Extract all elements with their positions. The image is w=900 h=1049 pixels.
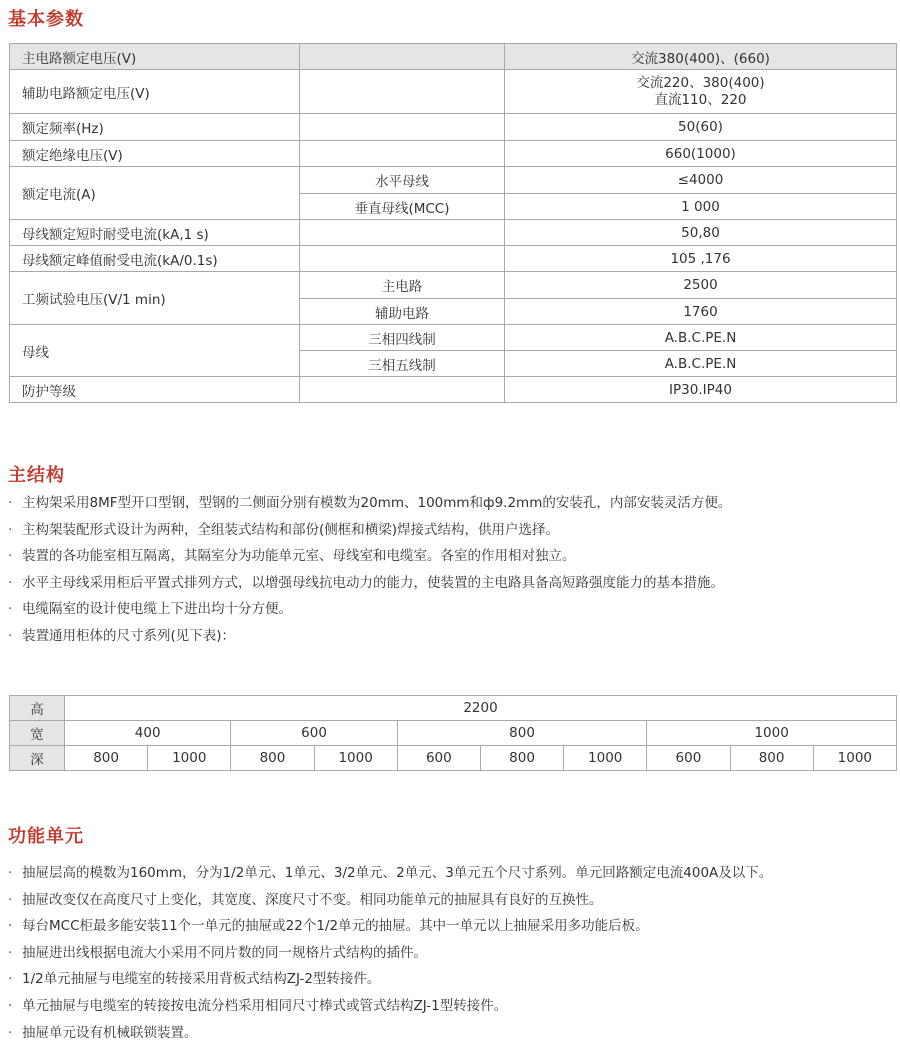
dim-value: 800 bbox=[480, 746, 563, 771]
param-sub bbox=[300, 141, 505, 167]
section-title-function-units: 功能单元 bbox=[8, 826, 84, 847]
dim-value: 1000 bbox=[314, 746, 397, 771]
param-value: 1 000 bbox=[505, 194, 897, 220]
list-item bbox=[8, 543, 731, 570]
bullet: · bbox=[8, 495, 13, 511]
list-item bbox=[8, 570, 731, 597]
table-row bbox=[10, 70, 897, 114]
list-item bbox=[8, 596, 731, 623]
param-name: 母线额定峰值耐受电流(kA/0.1s) bbox=[10, 246, 300, 272]
table-row bbox=[10, 44, 897, 70]
param-name: 辅助电路额定电压(V) bbox=[10, 70, 300, 114]
param-value bbox=[505, 70, 897, 114]
param-sub: 辅助电路 bbox=[300, 299, 505, 325]
bullet: · bbox=[8, 521, 13, 538]
list-item bbox=[8, 1020, 772, 1047]
param-name: 防护等级 bbox=[10, 377, 300, 403]
bullet: · bbox=[8, 944, 13, 961]
param-value: 50(60) bbox=[505, 114, 897, 141]
table-row bbox=[10, 220, 897, 246]
dim-value: 800 bbox=[397, 721, 647, 746]
param-value: A.B.C.PE.N bbox=[505, 325, 897, 351]
param-sub: 主电路 bbox=[300, 272, 505, 299]
list-item bbox=[8, 623, 731, 650]
dim-value: 800 bbox=[231, 746, 314, 771]
table-row bbox=[10, 325, 897, 351]
table-row bbox=[10, 746, 897, 771]
bullet: · bbox=[8, 548, 13, 565]
list-item-text: 电缆隔室的设计使电缆上下进出均十分方便。 bbox=[22, 601, 292, 618]
param-sub bbox=[300, 44, 505, 70]
param-name: 母线额定短时耐受电流(kA,1 s) bbox=[10, 220, 300, 246]
param-name: 母线 bbox=[10, 325, 300, 377]
list-item-text: 水平主母线采用柜后平置式排列方式，以增强母线抗电动力的能力，使装置的主电路具备高短路强度能力的基本措施。 bbox=[22, 574, 724, 591]
param-sub bbox=[300, 114, 505, 141]
list-item bbox=[8, 940, 772, 967]
param-name: 额定频率(Hz) bbox=[10, 114, 300, 141]
param-sub: 水平母线 bbox=[300, 167, 505, 194]
list-item-text: 抽屉改变仅在高度尺寸上变化，其宽度、深度尺寸不变。相同功能单元的抽屉具有良好的互换性。 bbox=[22, 891, 603, 908]
param-value: 660(1000) bbox=[505, 141, 897, 167]
param-value: ≤4000 bbox=[505, 167, 897, 194]
list-item-text: 抽屉进出线根据电流大小采用不同片数的同一规格片式结构的插件。 bbox=[22, 944, 427, 961]
bullet: · bbox=[8, 601, 13, 618]
param-value: 50,80 bbox=[505, 220, 897, 246]
param-value: A.B.C.PE.N bbox=[505, 351, 897, 377]
param-value-line: 直流110、220 bbox=[654, 91, 747, 108]
cabinet-dimensions-table bbox=[9, 695, 897, 771]
dim-label: 宽 bbox=[10, 721, 65, 746]
table-row bbox=[10, 246, 897, 272]
param-sub bbox=[300, 220, 505, 246]
param-name: 主电路额定电压(V) bbox=[10, 44, 300, 70]
list-item bbox=[8, 993, 772, 1020]
dim-value: 600 bbox=[647, 746, 730, 771]
table-row bbox=[10, 696, 897, 721]
dim-value: 1000 bbox=[813, 746, 896, 771]
list-item bbox=[8, 887, 772, 914]
bullet: · bbox=[8, 918, 13, 935]
function-units-list bbox=[8, 860, 772, 1046]
table-row bbox=[10, 377, 897, 403]
list-item-text: 抽屉层高的模数为160mm，分为1/2单元、1单元、3/2单元、2单元、3单元五个尺寸系列。单元回路额定电流400A及以下。 bbox=[22, 865, 773, 881]
dim-value: 1000 bbox=[148, 746, 231, 771]
dim-value: 1000 bbox=[564, 746, 647, 771]
dim-value: 1000 bbox=[647, 721, 897, 746]
bullet: · bbox=[8, 971, 13, 988]
list-item bbox=[8, 490, 731, 517]
dim-value: 800 bbox=[65, 746, 148, 771]
param-sub bbox=[300, 377, 505, 403]
list-item bbox=[8, 913, 772, 940]
list-item bbox=[8, 517, 731, 544]
bullet: · bbox=[8, 574, 13, 591]
list-item-text: 1/2单元抽屉与电缆室的转接采用背板式结构ZJ-2型转接件。 bbox=[22, 971, 381, 988]
dim-value: 400 bbox=[65, 721, 231, 746]
list-item bbox=[8, 966, 772, 993]
param-value: IP30.IP40 bbox=[505, 377, 897, 403]
dim-label: 高 bbox=[10, 696, 65, 721]
table-row bbox=[10, 272, 897, 299]
list-item-text: 单元抽屉与电缆室的转接按电流分档采用相同尺寸棒式或管式结构ZJ-1型转接件。 bbox=[22, 997, 508, 1014]
table-row bbox=[10, 167, 897, 194]
bullet: · bbox=[8, 1024, 13, 1041]
list-item-text: 主构架装配形式设计为两种，全组装式结构和部份(侧框和横梁)焊接式结构，供用户选择。 bbox=[22, 521, 560, 538]
param-value: 2500 bbox=[505, 272, 897, 299]
basic-params-table bbox=[9, 43, 897, 403]
param-sub bbox=[300, 70, 505, 114]
dim-label: 深 bbox=[10, 746, 65, 771]
dim-value: 800 bbox=[730, 746, 813, 771]
param-sub bbox=[300, 246, 505, 272]
dim-value: 600 bbox=[397, 746, 480, 771]
dim-value: 2200 bbox=[65, 696, 897, 721]
list-item-text: 抽屉单元设有机械联锁装置。 bbox=[22, 1024, 198, 1041]
list-item-text: 主构架采用8MF型开口型钢，型钢的二侧面分别有模数为20mm、100mm和ф9.2mm的安装孔，内部安装灵活方便。 bbox=[22, 495, 732, 511]
param-value: 105 ,176 bbox=[505, 246, 897, 272]
table-row bbox=[10, 721, 897, 746]
list-item-text: 每台MCC柜最多能安装11个一单元的抽屉或22个1/2单元的抽屉。其中一单元以上抽屉采用多功能后板。 bbox=[22, 918, 649, 935]
list-item-text: 装置通用柜体的尺寸系列(见下表)： bbox=[22, 627, 236, 644]
list-item-text: 装置的各功能室相互隔离，其隔室分为功能单元室、母线室和电缆室。各室的作用相对独立。 bbox=[22, 548, 576, 565]
param-sub: 三相四线制 bbox=[300, 325, 505, 351]
param-value-line: 交流220、380(400) bbox=[636, 74, 765, 91]
bullet: · bbox=[8, 997, 13, 1014]
param-sub: 三相五线制 bbox=[300, 351, 505, 377]
dim-value: 600 bbox=[231, 721, 397, 746]
list-item bbox=[8, 860, 772, 887]
section-title-basic-params: 基本参数 bbox=[8, 9, 84, 30]
table-row bbox=[10, 114, 897, 141]
bullet: · bbox=[8, 865, 13, 881]
param-value: 1760 bbox=[505, 299, 897, 325]
section-title-main-structure: 主结构 bbox=[8, 465, 65, 486]
param-value: 交流380(400)、(660) bbox=[505, 44, 897, 70]
main-structure-list bbox=[8, 490, 731, 650]
param-name: 额定绝缘电压(V) bbox=[10, 141, 300, 167]
table-row bbox=[10, 141, 897, 167]
param-name: 额定电流(A) bbox=[10, 167, 300, 220]
param-name: 工频试验电压(V/1 min) bbox=[10, 272, 300, 325]
bullet: · bbox=[8, 891, 13, 908]
bullet: · bbox=[8, 627, 13, 644]
param-sub: 垂直母线(MCC) bbox=[300, 194, 505, 220]
